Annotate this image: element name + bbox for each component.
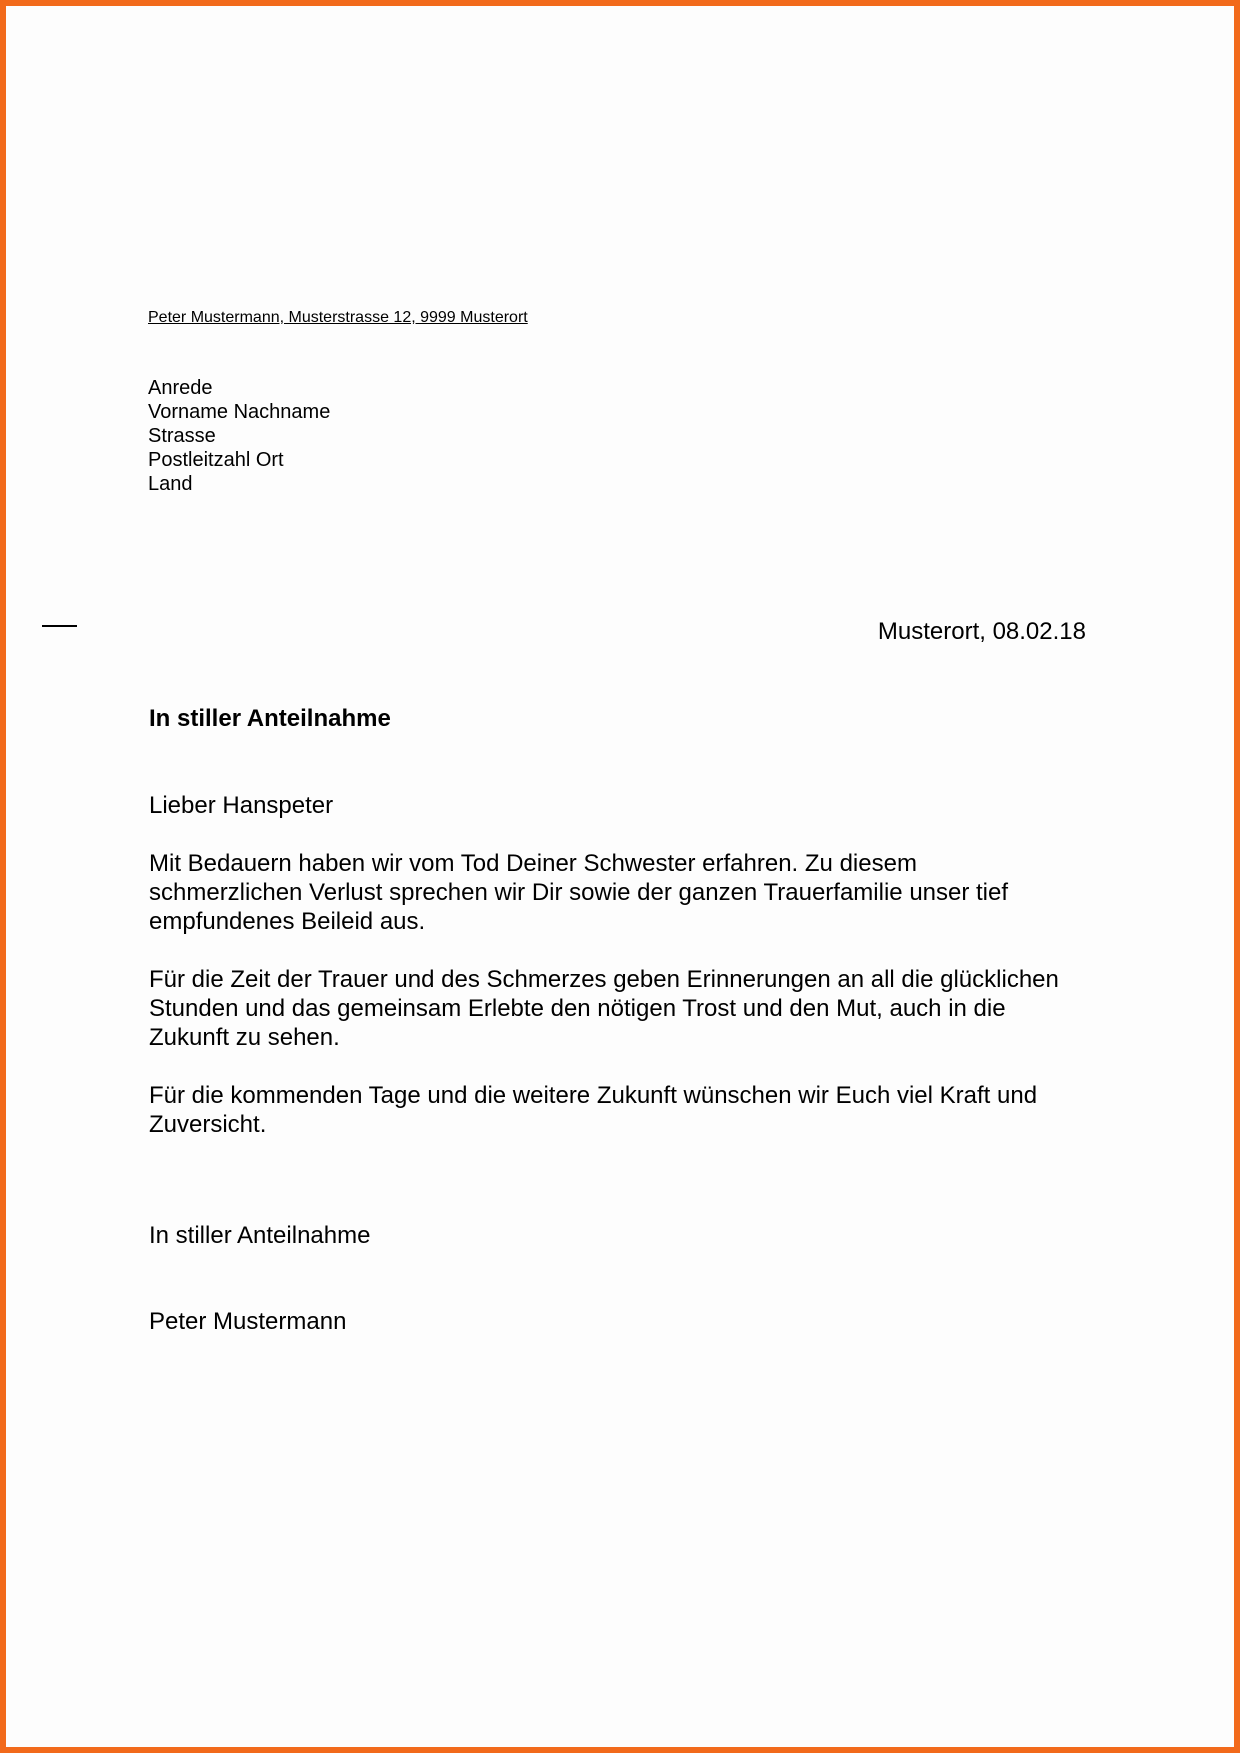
recipient-postal-city: Postleitzahl Ort (148, 449, 284, 471)
letter-greeting: Lieber Hanspeter (149, 792, 334, 819)
letter-signature: Peter Mustermann (149, 1308, 347, 1335)
sender-address-line: Peter Mustermann, Musterstrasse 12, 9999 Musterort (148, 309, 528, 326)
recipient-salutation: Anrede (148, 377, 213, 399)
recipient-name: Vorname Nachname (148, 401, 331, 423)
body-paragraph: Mit Bedauern haben wir vom Tod Deiner Schwester erfahren. Zu diesem schmerzlichen Verlust sprechen wir Dir sowie der ganzen Trauerfamilie unser tief empfundenes Beileid aus. (149, 850, 1009, 935)
recipient-address-block (148, 376, 330, 496)
letter-body (149, 849, 1109, 1168)
letter-subject: In stiller Anteilnahme (149, 705, 391, 732)
date-line: Musterort, 08.02.18 (877, 618, 1086, 645)
recipient-street: Strasse (148, 425, 216, 447)
recipient-country: Land (148, 473, 193, 495)
letter-closing: In stiller Anteilnahme (149, 1222, 371, 1249)
body-paragraph: Für die kommenden Tage und die weitere Zukunft wünschen wir Euch viel Kraft und Zuversicht. (149, 1082, 1038, 1138)
fold-mark (42, 625, 77, 627)
body-paragraph: Für die Zeit der Trauer und des Schmerzes geben Erinnerungen an all die glücklichen Stunden und das gemeinsam Erlebte den nötigen Trost und den Mut, auch in die Zukunft zu sehen. (149, 966, 1059, 1051)
